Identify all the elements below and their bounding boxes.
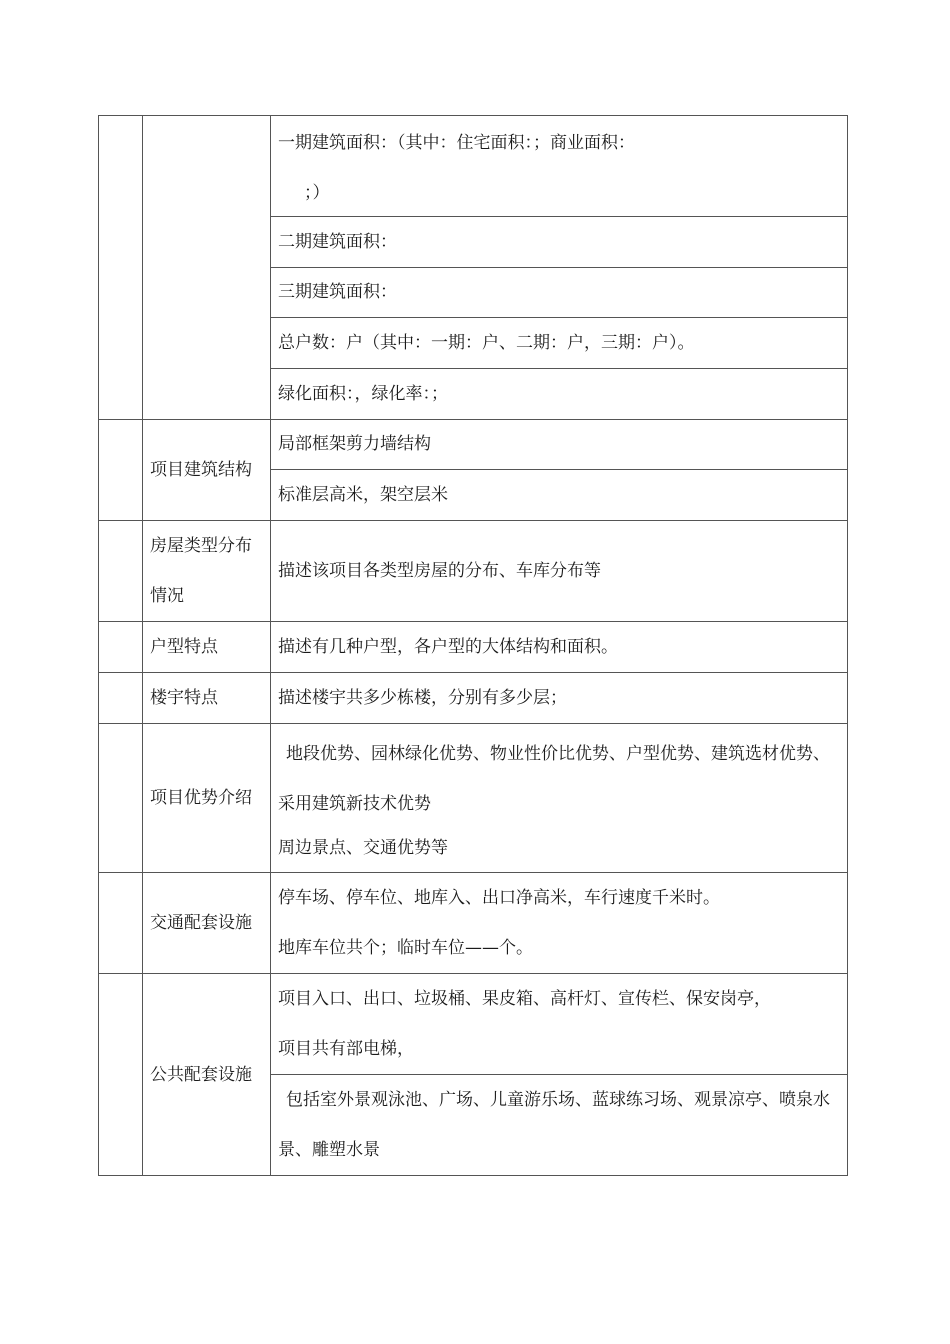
public-row1-cell bbox=[271, 974, 848, 1075]
table-row bbox=[99, 974, 848, 1075]
green-area-text: 绿化面积：，绿化率：； bbox=[278, 383, 448, 404]
house-types-label-cell bbox=[143, 521, 271, 622]
building-features-content: 描述楼宇共多少栋楼，分别有多少层； bbox=[278, 687, 567, 708]
phase3-area-text: 三期建筑面积： bbox=[278, 282, 397, 303]
advantages-para2: 周边景点、交通优势等 bbox=[278, 838, 448, 858]
index-cell bbox=[99, 724, 143, 873]
traffic-line1: 停车场、停车位、地库入、出口净高米，车行速度千米时。 bbox=[278, 888, 720, 908]
advantages-label: 项目优势介绍 bbox=[150, 788, 252, 808]
traffic-label: 交通配套设施 bbox=[150, 913, 252, 933]
house-types-content-cell bbox=[271, 521, 848, 622]
advantages-label-cell bbox=[143, 724, 271, 873]
households-cell bbox=[271, 318, 848, 369]
unit-features-label-cell bbox=[143, 622, 271, 673]
public-row1-line1: 项目入口、出口、垃圾桶、果皮箱、高杆灯、宣传栏、保安岗亭， bbox=[278, 989, 771, 1009]
structure-label-cell bbox=[143, 420, 271, 521]
project-info-table bbox=[98, 115, 848, 1176]
unit-features-content: 描述有几种户型，各户型的大体结构和面积。 bbox=[278, 636, 618, 657]
building-features-content-cell bbox=[271, 673, 848, 724]
green-area-cell bbox=[271, 369, 848, 420]
public-row2-cell bbox=[271, 1075, 848, 1176]
table-row bbox=[99, 420, 848, 470]
advantages-content-cell bbox=[271, 724, 848, 873]
index-cell bbox=[99, 420, 143, 521]
table-row bbox=[99, 724, 848, 873]
phase1-area-cell bbox=[271, 116, 848, 217]
index-cell bbox=[99, 673, 143, 724]
public-label-cell bbox=[143, 974, 271, 1176]
house-types-label: 房屋类型分布情况 bbox=[150, 536, 252, 606]
structure-row2-text: 标准层高米，架空层米 bbox=[278, 484, 448, 505]
public-label: 公共配套设施 bbox=[150, 1064, 252, 1085]
index-cell bbox=[99, 622, 143, 673]
unit-features-content-cell bbox=[271, 622, 848, 673]
phase1-area-line2: ；） bbox=[304, 183, 330, 203]
table-row bbox=[99, 521, 848, 622]
households-text: 总户数：户（其中：一期：户、二期：户，三期：户）。 bbox=[278, 332, 695, 353]
index-cell bbox=[99, 873, 143, 974]
unit-features-label: 户型特点 bbox=[150, 636, 218, 657]
public-row1-line2: 项目共有部电梯， bbox=[278, 1039, 414, 1059]
public-row2-text: 包括室外景观泳池、广场、儿童游乐场、蓝球练习场、观景凉亭、喷泉水景、雕塑水景 bbox=[278, 1090, 830, 1160]
label-cell-empty bbox=[143, 116, 271, 420]
traffic-content-cell bbox=[271, 873, 848, 974]
index-cell bbox=[99, 521, 143, 622]
structure-row1-cell bbox=[271, 420, 848, 470]
table-row bbox=[99, 673, 848, 724]
structure-row2-cell bbox=[271, 470, 848, 521]
building-features-label: 楼宇特点 bbox=[150, 687, 218, 708]
structure-row1-text: 局部框架剪力墙结构 bbox=[278, 434, 431, 455]
structure-label: 项目建筑结构 bbox=[150, 460, 252, 480]
table-row bbox=[99, 622, 848, 673]
index-cell bbox=[99, 974, 143, 1176]
house-types-content: 描述该项目各类型房屋的分布、车库分布等 bbox=[278, 560, 601, 581]
traffic-label-cell bbox=[143, 873, 271, 974]
advantages-para1: 地段优势、园林绿化优势、物业性价比优势、户型优势、建筑选材优势、采用建筑新技术优势 bbox=[278, 744, 830, 814]
index-cell bbox=[99, 116, 143, 420]
traffic-line2: 地库车位共个；临时车位——个。 bbox=[278, 938, 533, 958]
phase2-area-text: 二期建筑面积： bbox=[278, 231, 397, 252]
phase2-area-cell bbox=[271, 217, 848, 268]
phase3-area-cell bbox=[271, 268, 848, 318]
table-row bbox=[99, 116, 848, 217]
phase1-area-line1: 一期建筑面积：（其中：住宅面积：；商业面积： bbox=[278, 133, 635, 153]
table-row bbox=[99, 873, 848, 974]
building-features-label-cell bbox=[143, 673, 271, 724]
